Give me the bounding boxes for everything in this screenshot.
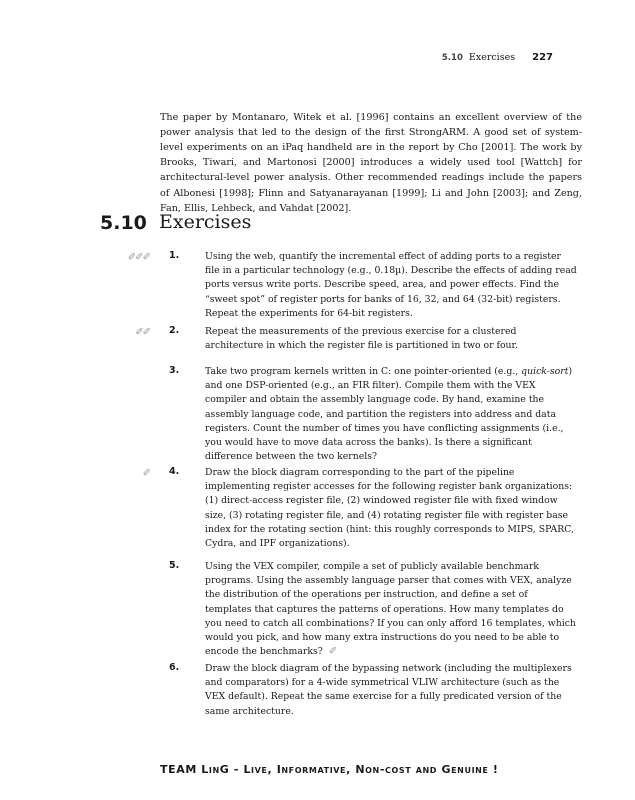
footer-watermark: TEAM LinG - Live, Informative, Non-cost and Genuine ! [160, 763, 499, 776]
exercise-number: 3. [169, 365, 180, 376]
running-head [442, 52, 553, 63]
exercise-number: 2. [169, 325, 180, 336]
exercise-text: Using the web, quantify the incremental effect of adding ports to a register file in a particular technology (e.g., 0.18µ). Describe the effects of adding read ports versus write ports. Describe speed, area, and power effects. Find the “sweet spot” of register ports for banks of 16, 32, and 64 (32-bit) registers. Repeat the experiments for 64-bit registers. [205, 251, 577, 319]
section-title: Exercises [159, 211, 252, 233]
exercise-number: 6. [169, 662, 180, 673]
section-heading [100, 211, 252, 234]
exercise-number: 4. [169, 466, 180, 477]
running-head-section-number: 5.10 [441, 53, 463, 63]
exercise-text: Repeat the measurements of the previous exercise for a clustered architecture in which the register file is partitioned in two or four. [205, 326, 518, 352]
exercise-text: Take two program kernels written in C: one pointer-oriented (e.g., quick-sort) and one DSP-oriented (e.g., an FIR filter). Compile them with the VEX compiler and obtain the assembly language code. By hand, examine the assembly language code, and partition the registers into address and data registers. Count the number of times you have conflicting assignments (i.e., you would have to move data across the banks). Is there a significant difference between the two kernels? [205, 366, 573, 463]
difficulty-pen-icon: ✐ [142, 468, 150, 479]
intro-paragraph: The paper by Montanaro, Witek et al. [1996] contains an excellent overview of the power analysis that led to the design of the first StrongARM. A good set of system-level experiments on an iPaq handheld are in the report by Cho [2001]. The work by Brooks, Tiwari, and Martonosi [2000] introduces a widely used tool [Wattch] for architectural-level power analysis. Other recommended readings include the papers of Albonesi [1998]; Flinn and Satyanarayanan [1999]; Li and John [2003]; and Zeng, Fan, Ellis, Lehbeck, and Vahdat [2002]. [160, 111, 582, 214]
running-head-title: Exercises [468, 52, 516, 63]
italic-term: quick-sort [521, 366, 569, 377]
exercise-number: 5. [169, 560, 180, 571]
page-number: 227 [532, 52, 553, 63]
section-number: 5.10 [100, 212, 147, 234]
pen-icon: ✐ [328, 646, 338, 658]
exercise-text: Draw the block diagram of the bypassing network (including the multiplexers and comparators) for a 4-wide symmetrical VLIW architecture (such as the VEX default). Repeat the same exercise for a fully predicated version of the same architecture. [205, 663, 572, 717]
difficulty-pen-icon: ✐✐ [135, 327, 150, 338]
exercise-text: Using the VEX compiler, compile a set of publicly available benchmark programs. Using the assembly language parser that comes with VEX, analyze the distribution of the operations per instruction, and define a set of templates that captures the patterns of operations. How many templates do you need to catch all combinations? If you can only afford 16 templates, which would you pick, and how many extra instructions do you need to be able to encode the benchmarks? ✐ [205, 561, 576, 658]
exercise-text: Draw the block diagram corresponding to the part of the pipeline implementing register accesses for the following register bank organizations: (1) direct-access register file, (2) windowed register file with fixed window size, (3) rotating register file, and (4) rotating register file with register base index for the rotating section (hint: this roughly corresponds to MIPS, SPARC, Cydra, and IPF organizations). [205, 467, 574, 550]
exercise-number: 1. [169, 250, 180, 261]
difficulty-pen-icon: ✐✐✐ [127, 252, 150, 263]
